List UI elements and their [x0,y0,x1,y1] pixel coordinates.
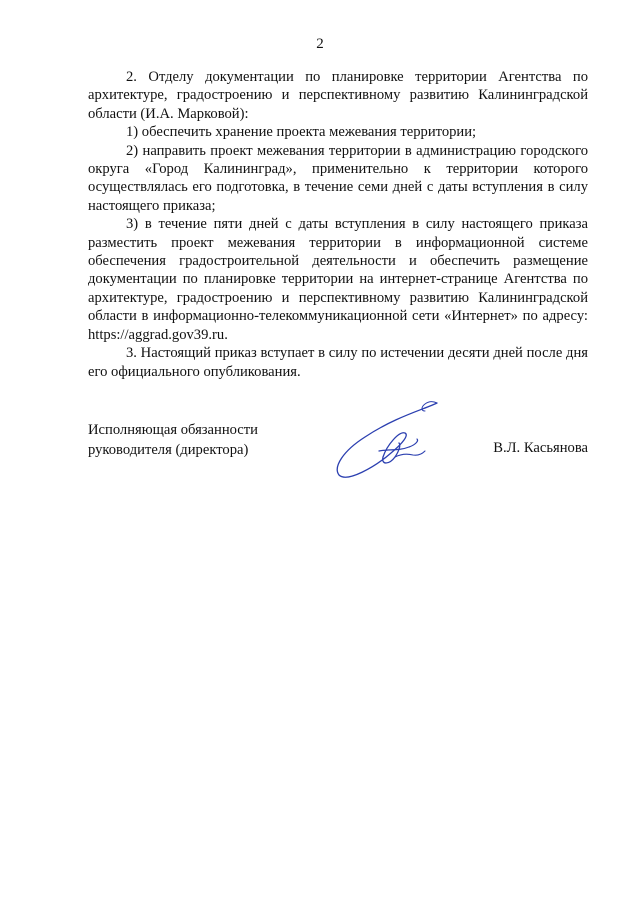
document-body [88,68,588,381]
paragraph-clause-3: 3. Настоящий приказ вступает в силу по истечении десяти дней после дня его официального опубликования. [88,345,588,380]
handwritten-signature [325,395,445,485]
signatory-position [88,420,258,460]
signatory-position-line-1: Исполняющая обязанности [88,422,258,438]
paragraph-item-3: 3) в течение пяти дней с даты вступления в силу настоящего приказа разместить проект межевания территории в информационной системе обеспечения градостроительной деятельности и обеспечить размещение документации по планировке территории на интернет-странице Агентства по архитектуре, градостроению и перспективному развитию Калининградской области в информационно-телекоммуникационной сети «Интернет» по адресу: https://aggrad.gov39.ru. [88,216,588,343]
signatory-name: В.Л. Касьянова [493,440,588,456]
paragraph-clause-2: 2. Отделу документации по планировке территории Агентства по архитектуре, градостроению и перспективному развитию Калининградской области (И.А. Марковой): [88,69,588,122]
signatory-position-line-2: руководителя (директора) [88,442,249,458]
paragraph-item-2: 2) направить проект межевания территории в администрацию городского округа «Город Калининград», применительно к территории которого осуществлялась его подготовка, в течение семи дней с даты вступления в силу настоящего приказа; [88,142,588,214]
page-number: 2 [316,36,324,52]
paragraph-item-1: 1) обеспечить хранение проекта межевания территории; [126,124,477,141]
